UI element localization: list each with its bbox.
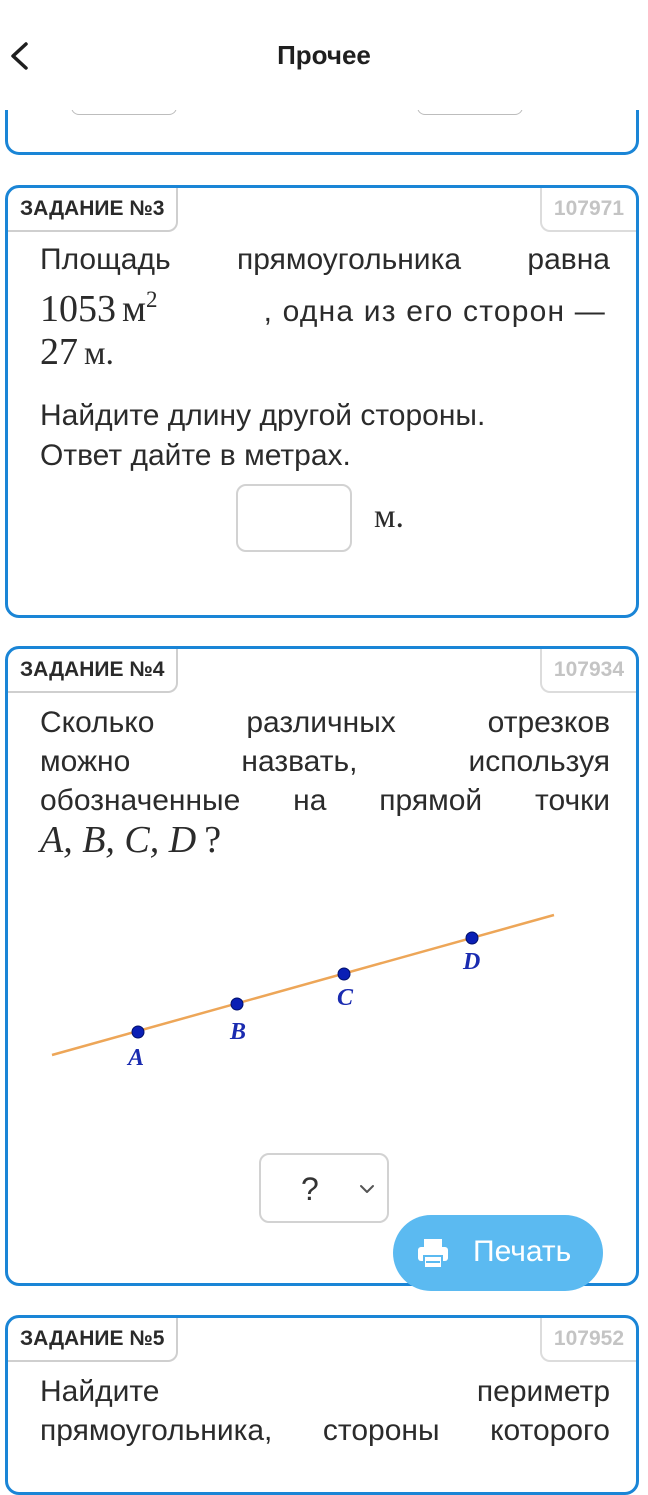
- area-value: 1053: [40, 288, 116, 330]
- task-text-line: [40, 333, 610, 374]
- point-c: [337, 968, 354, 1011]
- points-list: A, B, C, D: [40, 819, 197, 861]
- task-id-badge: 107952: [540, 1318, 636, 1362]
- printer-icon: [415, 1235, 451, 1271]
- print-button[interactable]: [393, 1215, 603, 1291]
- select-value: ?: [301, 1171, 319, 1207]
- answer-input[interactable]: [236, 484, 352, 552]
- task-text-line: можно назвать, используя: [40, 745, 610, 778]
- area-unit: м: [122, 288, 147, 330]
- task-text-line: Площадь прямоугольника равна: [40, 243, 610, 276]
- task-id-badge: 107934: [540, 649, 636, 693]
- task-text-line: Найдите периметр: [40, 1375, 610, 1408]
- task-text-line: обозначенные на прямой точки: [40, 784, 610, 817]
- top-bar: [0, 0, 648, 110]
- point-d: [462, 932, 480, 975]
- point-label: C: [337, 985, 354, 1011]
- task-card-3: [5, 185, 639, 618]
- task-text-line: [40, 280, 606, 331]
- point-label: D: [463, 949, 481, 975]
- task-text-line: прямоугольника, стороны которого: [40, 1414, 610, 1447]
- task-text-fragment: , одна из его сторон —: [263, 295, 606, 328]
- question-text-line: Ответ дайте в метрах.: [40, 439, 351, 472]
- answer-unit: м.: [374, 498, 405, 535]
- task-id-badge: 107971: [540, 188, 636, 232]
- task-number-label: ЗАДАНИЕ №3: [8, 188, 178, 232]
- point-label: A: [128, 1045, 145, 1071]
- question-text-line: Найдите длину другой стороны.: [40, 399, 486, 432]
- print-button-label: Печать: [473, 1235, 572, 1268]
- straight-line: [52, 915, 554, 1055]
- side-unit: м.: [84, 335, 115, 372]
- task-number-label: ЗАДАНИЕ №5: [8, 1318, 178, 1362]
- question-mark: ?: [204, 819, 222, 861]
- page-title: Прочее: [277, 40, 371, 70]
- task-card-4: [5, 646, 639, 1286]
- task-number-label: ЗАДАНИЕ №4: [8, 649, 178, 693]
- answer-select[interactable]: [259, 1153, 389, 1223]
- task-text-line: Сколько различных отрезков: [40, 706, 610, 739]
- area-exponent: 2: [146, 287, 158, 312]
- point-b: [229, 998, 246, 1045]
- task-card-5: [5, 1315, 639, 1495]
- side-value: 27: [40, 331, 78, 373]
- chevron-down-icon: [357, 1179, 377, 1199]
- point-label: B: [230, 1019, 247, 1045]
